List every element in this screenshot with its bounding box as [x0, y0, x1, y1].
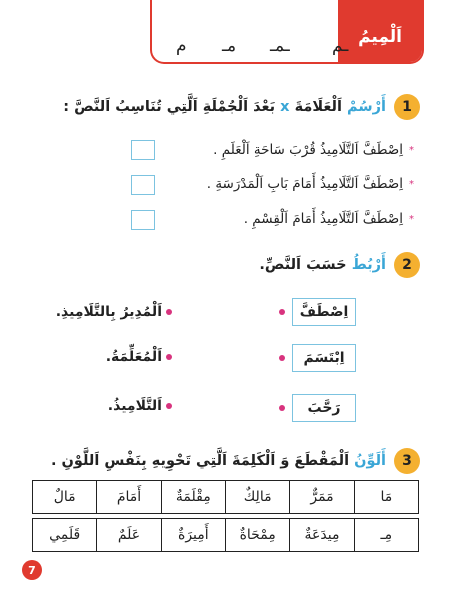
table-cell[interactable]: مِيدَعَةٌ: [290, 519, 354, 552]
sentence-text: اِصْطَفَّ اَلتَّلَامِيذُ قُرْبَ سَاحَةِ اَلْعَلَمِ .: [213, 142, 403, 158]
bullet-star-icon: *: [409, 178, 414, 190]
exercise-1-instruction-mid: اَلْعَلَامَةَ: [294, 99, 342, 115]
lesson-header: [150, 0, 424, 64]
match-dot-left[interactable]: [279, 309, 285, 315]
syllable-table-row-1: [32, 480, 419, 514]
match-phrase-text: اَلْمُدِيرُ بِالتَّلَامِيذِ.: [55, 304, 162, 320]
answer-checkbox[interactable]: [131, 175, 155, 195]
bullet-star-icon: *: [409, 144, 414, 156]
x-mark: x: [280, 99, 290, 115]
syllable-table-row-2: [32, 518, 419, 552]
sentence-text: اِصْطَفَّ اَلتَّلَامِيذُ أَمَامَ اَلْقِسْمِ .: [243, 211, 403, 227]
match-dot-left[interactable]: [279, 355, 285, 361]
exercise-1-heading: [63, 94, 420, 120]
sentence-item: [244, 211, 414, 227]
match-dot-right[interactable]: [166, 309, 172, 315]
exercise-2-instruction: [259, 257, 386, 273]
exercise-2-heading: [259, 252, 420, 278]
exercise-1-verb: أَرْسُمْ: [347, 99, 386, 115]
lesson-title: اَلْمِيمُ: [338, 0, 422, 62]
bullet-star-icon: *: [409, 213, 414, 225]
sentence-item: [207, 176, 414, 192]
exercise-3-instruction: [51, 453, 386, 469]
exercise-3-number: 3: [394, 448, 420, 474]
match-phrase-text: اَلتَّلَامِيذُ.: [107, 398, 162, 414]
match-phrase: [56, 304, 172, 320]
match-phrase: [108, 398, 172, 414]
match-phrase-text: اَلْمُعَلِّمَةُ.: [105, 349, 162, 365]
table-cell[interactable]: مَمَرٌّ: [290, 481, 354, 514]
sentence-item: [213, 142, 414, 158]
exercise-3-heading: [51, 448, 420, 474]
exercise-2-verb: أَرْبُطُ: [351, 257, 386, 273]
sentence-text: اِصْطَفَّ اَلتَّلَامِيذُ أَمَامَ بَابِ اَلْمَدْرَسَةِ .: [206, 176, 403, 192]
match-word-box: اِصْطَفَّ: [292, 298, 356, 326]
table-cell[interactable]: عَلَمٌ: [97, 519, 161, 552]
table-cell[interactable]: مَا: [355, 481, 419, 514]
table-cell[interactable]: أَمِيرَةٌ: [162, 519, 226, 552]
match-dot-left[interactable]: [279, 405, 285, 411]
match-dot-right[interactable]: [166, 354, 172, 360]
match-word-box: رَحَّبَ: [292, 394, 356, 422]
table-cell[interactable]: مِمْحَاةٌ: [226, 519, 290, 552]
exercise-2-instruction-rest: حَسَبَ اَلنَّصِّ.: [259, 257, 347, 273]
table-cell[interactable]: مَالٌ: [33, 481, 97, 514]
exercise-2-number: 2: [394, 252, 420, 278]
match-dot-right[interactable]: [166, 403, 172, 409]
exercise-3-verb: أَلَوِّنُ: [354, 453, 386, 469]
answer-checkbox[interactable]: [131, 140, 155, 160]
answer-checkbox[interactable]: [131, 210, 155, 230]
match-phrase: [106, 349, 172, 365]
table-cell[interactable]: مَالِكٌ: [226, 481, 290, 514]
table-cell[interactable]: قَلَمِي: [33, 519, 97, 552]
letter-form-medial: ـمـ: [270, 36, 290, 56]
match-word-box: اِبْتَسَمَ: [292, 344, 356, 372]
letter-form-final: ـم: [332, 36, 349, 56]
exercise-1-instruction: [63, 99, 386, 115]
page-number: 7: [22, 560, 42, 580]
exercise-1-number: 1: [394, 94, 420, 120]
exercise-3-instruction-rest: اَلْمَقْطَعَ وَ اَلْكَلِمَةَ اَلَّتِي تَحْوِيهِ بِنَفْسِ اَللَّوْنِ .: [50, 453, 350, 469]
exercise-1-instruction-rest: بَعْدَ اَلْجُمْلَةِ اَلَّتِي تُنَاسِبُ اَلنَّصَّ :: [63, 99, 276, 115]
table-cell[interactable]: أَمَامَ: [97, 481, 161, 514]
table-cell[interactable]: مِـ: [355, 519, 419, 552]
letter-form-initial: مـ: [222, 36, 237, 56]
letter-form-isolated: م: [176, 36, 187, 56]
table-cell[interactable]: مِقْلَمَةٌ: [162, 481, 226, 514]
